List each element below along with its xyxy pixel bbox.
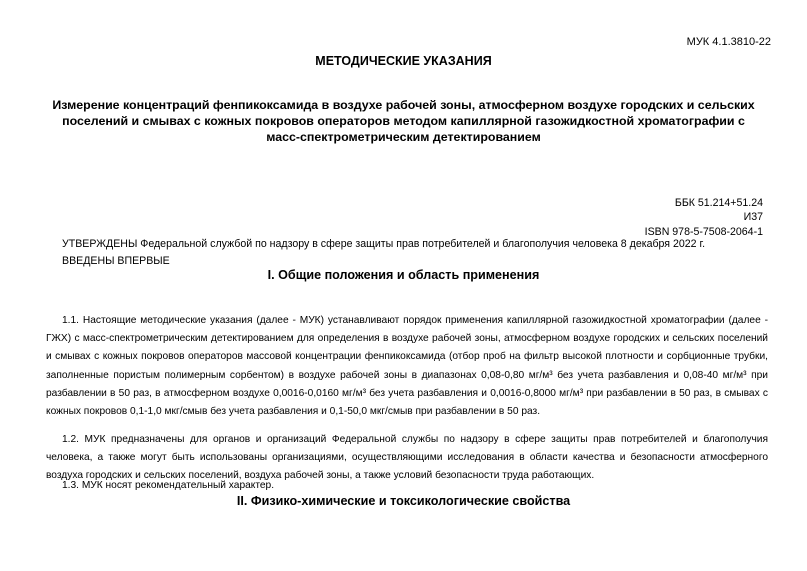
approval-statement: [62, 238, 705, 250]
paragraph-1-3: 1.3. МУК носят рекомендательный характер.: [62, 480, 275, 491]
bbk-code: ББК 51.214+51.24: [674, 197, 763, 209]
section-1-heading: I. Общие положения и область применения: [267, 268, 540, 282]
paragraph-1-2: 1.2. МУК предназначены для органов и организаций Федеральной службы по надзору в сфере защиты прав потребителей и благополучия человека, а также могут быть использованы организациями, осуществляющими исследования в области качества и безопасности атмосферного воздуха городских и сельских поселений, воздуха рабочей зоны, а также условий безопасности труда работающих.: [46, 434, 768, 482]
isbn: ISBN 978-5-7508-2064-1: [644, 226, 763, 238]
document-code: МУК 4.1.3810-22: [686, 36, 771, 48]
section-2-heading: II. Физико-химические и токсикологические свойства: [236, 494, 571, 508]
approved-text: Федеральной службой по надзору в сфере защиты прав потребителей и благополучия человека 8 декабря 2022 г.: [137, 238, 706, 250]
document-type: МЕТОДИЧЕСКИЕ УКАЗАНИЯ: [315, 54, 492, 68]
approved-label: УТВЕРЖДЕНЫ: [62, 238, 138, 250]
document-title: Измерение концентраций фенпикоксамида в воздухе рабочей зоны, атмосферном воздухе городских и сельских поселений и смывах с кожных покровов операторов методом капиллярной газожидкостной хроматографии с масс-спектрометрическим детектированием: [52, 98, 755, 144]
introduced-statement: ВВЕДЕНЫ ВПЕРВЫЕ: [62, 255, 170, 267]
paragraph-1-1: 1.1. Настоящие методические указания (далее - МУК) устанавливают порядок применения капиллярной газожидкостной хроматографии (далее - ГЖХ) с масс-спектрометрическим детектированием для определения в воздухе рабочей зоны, атмосферном воздухе городских и сельских поселений и смывах с кожных покровов операторов массовой концентрации фенпикоксамида (отбор проб на фильтр высокой плотности и сорбционные трубки, заполненные пористым полимерным сорбентом) в воздухе рабочей зоны в диапазонах 0,08-0,80 мг/м³ без учета разбавления и 0,08-40 мг/м³ при разбавлении в 50 раз, в атмосферном воздухе 0,0016-0,0160 мг/м³ без учета разбавления и 0,0016-0,8000 мг/м³ при разбавлении в 50 раз, в смывах с кожных покровов 0,1-1,0 мкг/смыв без учета разбавления и 0,1-50,0 мкг/смыв при разбавлении в 50 раз.: [46, 315, 768, 418]
author-mark: И37: [743, 211, 763, 223]
